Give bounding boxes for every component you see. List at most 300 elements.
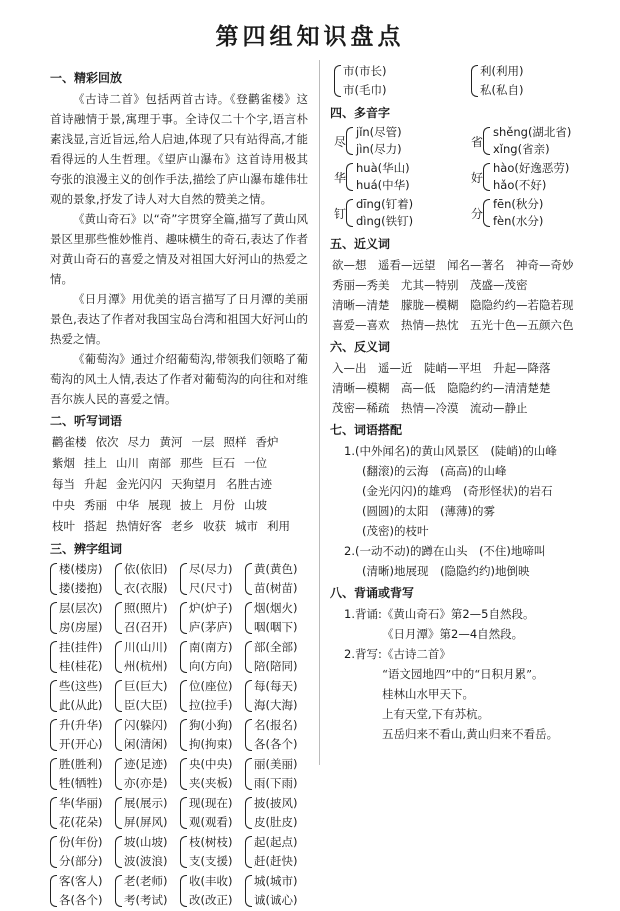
word: 中华 [116,498,139,512]
word-row [50,432,308,453]
readings [493,124,571,158]
char-pair [50,794,113,832]
char-pair [115,833,178,871]
section-heading: 二、听写词语 [50,414,123,428]
pair-words [124,794,167,832]
char-pair [115,638,178,676]
char-pair [180,794,243,832]
pair-word: 利(利用) [480,64,524,78]
pair-word: 黄(黄色) [254,562,298,576]
pair-word: 咽(咽下) [254,620,298,634]
readings [356,124,402,158]
text-line: (圆圆)的太阳 (薄薄)的雾 [362,504,495,518]
pair-words [189,560,232,598]
column-divider [319,60,320,765]
pair-word: 拉(拉手) [189,698,233,712]
polyphone-item [471,160,602,194]
reading: dīng(钉着) [356,197,414,211]
pair-word: 衣(衣服) [124,581,168,595]
text-line: 秀丽—秀美 尤其—特别 茂盛—茂密 [332,278,528,292]
pair-word: 私(私自) [480,83,524,97]
pair-word: 尺(尺寸) [189,581,233,595]
word: 收获 [203,519,226,533]
reading: hào(好逸恶劳) [493,161,570,175]
reading: shěng(湖北省) [493,125,572,139]
char-pair [245,755,308,793]
brace [180,797,187,829]
text-line: (茂密)的枝叶 [362,524,429,538]
word: 紫烟 [52,456,75,470]
brace [180,875,187,907]
pair-word: 挂(挂件) [59,640,103,654]
pair-words [189,833,232,871]
text-line: 《日月潭》第2—4自然段。 [382,627,524,641]
char-pair [115,755,178,793]
pair-word: 现(现在) [189,796,233,810]
pair-words [254,716,297,754]
word-row [50,474,308,495]
pair-word: 闪(躲闪) [124,718,168,732]
char-pair [115,716,178,754]
brace [115,641,122,673]
pair-word: 展(展示) [124,796,168,810]
pair-word: 些(这些) [59,679,103,693]
pair-words [59,794,102,832]
pair-word: 起(起点) [254,835,298,849]
reading: hǎo(不好) [493,178,547,192]
word: 一层 [191,435,215,449]
polyphone-char: 分 [471,206,484,221]
char-pair [180,872,243,910]
pair-word: 亦(亦是) [124,776,168,790]
text-line: (翻滚)的云海 (高高)的山峰 [362,464,507,478]
brace [50,719,57,751]
polyphone-item [334,160,465,194]
brace [483,199,490,227]
pair-words [189,755,232,793]
reading: fēn(秋分) [493,197,544,211]
word: 利用 [267,519,290,533]
word: 金光闪闪 [116,477,162,491]
char-pair [180,560,243,598]
brace [50,641,57,673]
reading: huà(华山) [356,161,410,175]
word: 搭起 [84,519,107,533]
reading: dìng(铁钉) [356,214,414,228]
pair-word: 升(升华) [59,718,103,732]
brace [115,758,122,790]
word: 披上 [180,498,203,512]
text-line: “语文园地四”中的“日积月累”。 [382,667,544,681]
pair-word: 陪(陪同) [254,659,298,673]
brace [334,65,341,97]
pair-word: 屏(屏风) [124,815,168,829]
pair-words [124,833,167,871]
pair-words [254,833,297,871]
brace [346,199,353,227]
pair-words [124,638,167,676]
brace [50,602,57,634]
paragraph: 《葡萄沟》通过介绍葡萄沟,带领我们领略了葡萄沟的风土人情,表达了作者对葡萄沟的向往和对维吾尔族人民的喜爱之情。 [50,352,308,406]
pair-word: 分(部分) [59,854,103,868]
polyphone-item [334,124,465,158]
polyphone-char: 钉 [334,206,347,221]
text-line: 五岳归来不看山,黄山归来不看岳。 [382,727,559,741]
reading: jìn(尽力) [356,142,402,156]
pair-words [343,62,386,100]
pair-word: 闲(清闲) [124,737,168,751]
section-heading: 一、精彩回放 [50,71,123,85]
pair-words [189,638,232,676]
pair-words [189,872,232,910]
pair-word: 炉(炉子) [189,601,233,615]
char-pair [245,599,308,637]
paragraph: 《黄山奇石》以“奇”字贯穿全篇,描写了黄山风景区里那些惟妙惟肖、趣味横生的奇石,表达了作者对黄山奇石的喜爱之情及对祖国大好河山的热爱之情。 [50,212,308,286]
brace [245,563,252,595]
pair-words [124,755,167,793]
section-heading: 七、词语搭配 [330,423,403,437]
brace [245,758,252,790]
pair-words [254,638,297,676]
pair-word: 州(杭州) [124,659,168,673]
dictation-list [50,432,308,537]
pair-words [59,677,102,715]
pair-word: 央(中央) [189,757,233,771]
pair-words [480,62,523,100]
pair-word: 召(召开) [124,620,168,634]
pair-word: 拘(拘束) [189,737,233,751]
polyphone-grid [330,124,602,232]
polyphone-char: 华 [334,170,347,185]
pair-word: 层(层次) [59,601,103,615]
brace [50,836,57,868]
brace [115,875,122,907]
pair-word: 收(丰收) [189,874,233,888]
char-pair [50,638,113,676]
word-row [50,516,308,537]
char-pair [245,794,308,832]
pair-word: 南(南方) [189,640,233,654]
char-pair [245,638,308,676]
pair-words [254,794,297,832]
word: 鹳雀楼 [52,435,87,449]
text-line: 欲—想 遥看—远望 闻名—著名 神奇—奇妙 [332,258,574,272]
word: 挂上 [84,456,107,470]
text-line: (清晰)地展现 (隐隐约约)地倒映 [362,564,530,578]
reading: fèn(水分) [493,214,544,228]
pair-word: 川(山川) [124,640,168,654]
left-column [50,66,308,911]
brace [50,797,57,829]
pair-word: 尽(尽力) [189,562,233,576]
reading: huá(中华) [356,178,410,192]
brace [115,836,122,868]
brace [180,602,187,634]
paragraph: 《日月潭》用优美的语言描写了日月潭的美丽景色,表达了作者对我国宝岛台湾和祖国大好河山的热爱之情。 [50,292,308,346]
brace [346,163,353,191]
pair-words [124,599,167,637]
pair-word: 搂(搂抱) [59,581,103,595]
char-pair [245,833,308,871]
brace [50,563,57,595]
brace [50,875,57,907]
pair-word: 波(波浪) [124,854,168,868]
readings [356,160,410,194]
pair-word: 海(大海) [254,698,298,712]
brace [115,563,122,595]
synonym-list [330,255,602,335]
pair-words [254,872,297,910]
char-pair [115,794,178,832]
text-line: 清晰—模糊 高—低 隐隐约约—清清楚楚 [332,381,551,395]
word: 照样 [223,435,247,449]
pair-word: 披(披风) [254,796,298,810]
pair-word: 观(观看) [189,815,233,829]
polyphone-item [334,196,465,230]
text-line: 2.(一动不动)的蹲在山头 (不住)地啼叫 [344,544,546,558]
pair-word: 赶(赶快) [254,854,298,868]
brace [115,719,122,751]
pair-word: 夹(夹板) [189,776,233,790]
pair-word: 开(开心) [59,737,103,751]
pair-words [124,560,167,598]
pair-word: 依(依旧) [124,562,168,576]
char-pair [115,560,178,598]
char-pair [50,677,113,715]
pair-word: 楼(楼房) [59,562,103,576]
pair-words [254,755,297,793]
pair-word: 位(座位) [189,679,233,693]
pair-word: 向(方向) [189,659,233,673]
pair-word: 桂(桂花) [59,659,103,673]
recitation-list [330,604,602,744]
word-row [50,495,308,516]
pair-word: 每(每天) [254,679,298,693]
readings [493,160,569,194]
pair-word: 此(从此) [59,698,103,712]
char-pair [180,716,243,754]
pair-words [254,677,297,715]
pair-word: 巨(巨大) [124,679,168,693]
char-pair [50,755,113,793]
pair-word: 改(改正) [189,893,233,907]
pair-word: 各(各个) [59,893,103,907]
brace [180,719,187,751]
polyphone-item [471,124,602,158]
char-pair [50,833,113,871]
char-pair [245,677,308,715]
word: 香炉 [255,435,279,449]
pair-word: 苗(树苗) [254,581,298,595]
text-line: 清晰—清楚 朦胧—模糊 隐隐约约—若隐若现 [332,298,574,312]
pair-words [189,794,232,832]
char-pair [245,560,308,598]
pair-word: 考(考试) [124,893,168,907]
brace [471,65,478,97]
pair-word: 部(全部) [254,640,298,654]
pair-word: 胜(胜利) [59,757,103,771]
char-pair [50,599,113,637]
char-pair [334,62,465,100]
pair-word: 名(报名) [254,718,298,732]
pair-words [254,599,297,637]
pair-words [124,677,167,715]
brace [50,680,57,712]
page-title: 第四组知识盘点 [215,23,405,50]
pair-word: 诚(诚心) [254,893,298,907]
word: 山坡 [244,498,267,512]
pair-words [124,716,167,754]
pair-words [59,833,102,871]
pair-word: 牲(牺牲) [59,776,103,790]
word: 秀丽 [84,498,107,512]
brace [245,875,252,907]
word: 城市 [235,519,258,533]
text-line: 喜爱—喜欢 热情—热忱 五光十色—五颜六色 [332,318,574,332]
char-pair [50,560,113,598]
char-pair [115,872,178,910]
text-line: 1.背诵:《黄山奇石》第2—5自然段。 [344,607,535,621]
text-line: (金光闪闪)的雄鸡 (奇形怪状)的岩石 [362,484,553,498]
pair-words [254,560,297,598]
brace [50,758,57,790]
pair-word: 城(城市) [254,874,298,888]
word: 黄河 [159,435,183,449]
word: 那些 [180,456,203,470]
pair-word: 各(各个) [254,737,298,751]
pair-word: 房(房屋) [59,620,103,634]
word: 老乡 [171,519,194,533]
char-pair [180,599,243,637]
antonym-list [330,358,602,418]
brace [483,127,490,155]
pair-word: 老(老师) [124,874,168,888]
brace [180,680,187,712]
pair-word: 市(市长) [343,64,387,78]
pair-words [124,872,167,910]
pair-word: 雨(下雨) [254,776,298,790]
pair-word: 花(花朵) [59,815,103,829]
reading: xǐng(省亲) [493,142,550,156]
section-heading: 四、多音字 [330,106,391,120]
pair-word: 皮(肚皮) [254,815,298,829]
pair-words [189,716,232,754]
pair-words [59,560,102,598]
reading: jǐn(尽管) [356,125,402,139]
pair-word: 丽(美丽) [254,757,298,771]
pair-words [59,872,102,910]
char-pair [180,755,243,793]
brace [245,602,252,634]
readings [356,196,413,230]
brace [245,680,252,712]
brace [180,641,187,673]
char-pair [180,677,243,715]
brace [245,836,252,868]
brace [115,602,122,634]
char-pair [50,716,113,754]
word-row [50,453,308,474]
char-pairs-grid [50,560,308,911]
text-line: 入—出 遥—近 陡峭—平坦 升起—降落 [332,361,551,375]
section-heading: 三、辨字组词 [50,542,123,556]
brace [180,563,187,595]
polyphone-char: 省 [471,134,484,149]
text-line: 桂林山水甲天下。 [382,687,474,701]
word: 天狗望月 [171,477,217,491]
pair-word: 迹(足迹) [124,757,168,771]
word: 尽力 [127,435,151,449]
word: 依次 [95,435,119,449]
char-pair [115,599,178,637]
word: 山川 [116,456,139,470]
word: 枝叶 [52,519,75,533]
paragraph: 《古诗二首》包括两首古诗。《登鹳雀楼》这首诗融情于景,寓理于事。全诗仅二十个字,语言朴素浅显,言近旨远,给人启迪,体现了只有站得高,才能看得远的人生哲理。《望庐山瀑布》这首诗用极其夸张的浪漫主义的创作手法,描绘了庐山瀑布雄伟壮观的景象,抒发了诗人对大自然的赞美之情。 [50,92,308,206]
pair-word: 臣(大臣) [124,698,168,712]
brace [180,836,187,868]
brace [115,797,122,829]
brace [245,641,252,673]
pair-word: 份(年份) [59,835,103,849]
word: 热情好客 [116,519,162,533]
text-line: 茂密—稀疏 热情—冷漠 流动—静止 [332,401,528,415]
pair-word: 照(照片) [124,601,168,615]
brace [346,127,353,155]
pair-word: 华(华丽) [59,796,103,810]
polyphone-char: 尽 [334,134,347,149]
brace [245,719,252,751]
pair-words [59,755,102,793]
pair-word: 坡(山坡) [124,835,168,849]
readings [493,196,543,230]
char-pair [471,62,602,100]
pair-word: 支(支援) [189,854,233,868]
section-heading: 五、近义词 [330,237,391,251]
brace [180,758,187,790]
collocation-list [330,441,602,581]
pair-words [189,599,232,637]
word: 展现 [148,498,171,512]
section-heading: 六、反义词 [330,340,391,354]
word: 名胜古迹 [226,477,272,491]
brace [483,163,490,191]
pair-words [189,677,232,715]
pair-word: 狗(小狗) [189,718,233,732]
pair-word: 枝(树枝) [189,835,233,849]
polyphone-char: 好 [471,170,484,185]
pair-words [59,716,102,754]
char-pair [180,833,243,871]
char-pair [180,638,243,676]
text-line: 2.背写:《古诗二首》 [344,647,451,661]
pair-words [59,638,102,676]
right-column [330,62,602,744]
word: 月份 [212,498,235,512]
brace [245,797,252,829]
text-line: 1.(中外闻名)的黄山风景区 (陡峭)的山峰 [344,444,557,458]
word: 一位 [244,456,267,470]
word: 中央 [52,498,75,512]
word: 南部 [148,456,171,470]
pair-words [59,599,102,637]
word: 巨石 [212,456,235,470]
pair-word: 庐(茅庐) [189,620,233,634]
section-heading: 八、背诵或背写 [330,586,415,600]
pair-word: 市(毛巾) [343,83,387,97]
word: 每当 [52,477,75,491]
char-pair [50,872,113,910]
polyphone-item [471,196,602,230]
